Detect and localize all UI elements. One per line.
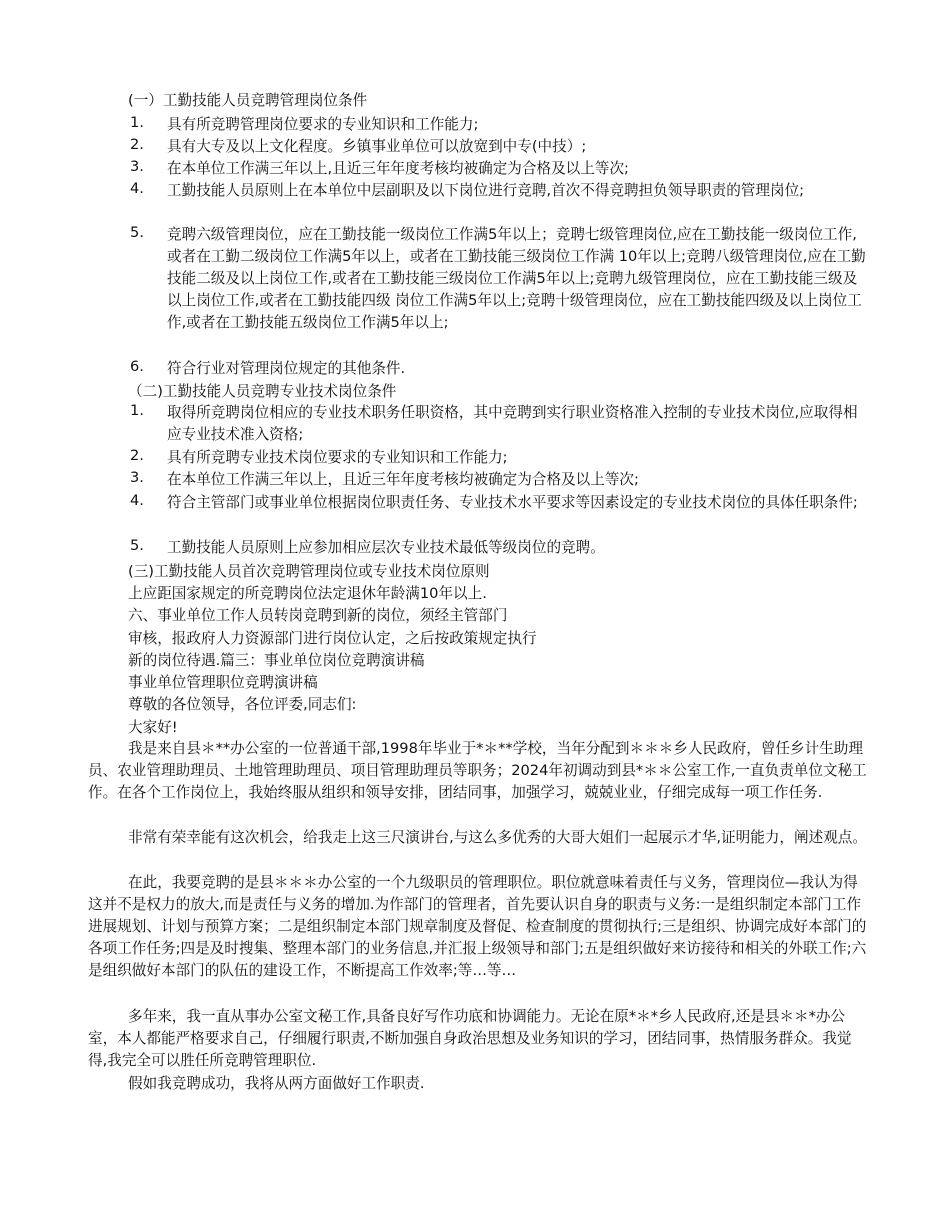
list-item <box>130 136 866 158</box>
section-heading-2: （二)工勤技能人员竞聘专业技术岗位条件 <box>128 383 397 400</box>
list-item <box>130 224 866 334</box>
text-line: 新的岗位待遇.篇三：事业单位岗位竞聘演讲稿 <box>128 652 425 669</box>
list-item <box>130 469 866 491</box>
item-text: 具有所竞聘专业技术岗位要求的专业知识和工作能力; <box>167 449 508 466</box>
paragraph: 我是来自县＊**办公室的一位普通干部,1998年毕业于*＊**学校，当年分配到＊＊＊乡人民政府，曾任乡计生助理员、农业管理助理员、土地管理助理员、项目管理助理员等职务；2024年初调动到县*＊＊公室工作,一直负责单位文秘工作。在各个工作岗位上，我始终服从组织和领导安排，团结同事，加强学习，兢兢业业，仔细完成每一项工作任务. <box>88 740 867 801</box>
item-number: 5. <box>130 537 144 554</box>
greeting: 大家好! <box>128 719 178 736</box>
item-number: 3. <box>130 469 144 486</box>
text-line: 上应距国家规定的所竞聘岗位法定退休年龄满10年以上. <box>128 585 487 602</box>
item-text: 工勤技能人员原则上在本单位中层副职及以下岗位进行竞聘,首次不得竞聘担负领导职责的管理岗位; <box>167 182 805 199</box>
item-number: 5. <box>130 224 144 241</box>
item-number: 2. <box>130 447 144 464</box>
item-number: 6. <box>130 358 144 375</box>
item-number: 4. <box>130 180 144 197</box>
item-text: 竞聘六级管理岗位，应在工勤技能一级岗位工作满5年以上；竞聘七级管理岗位,应在工勤技能一级岗位工作,或者在工勤二级岗位工作满5年以上，或者在工勤技能三级岗位工作满 10年以上;竞聘八级管理岗位,应在工勤技能二级及以上岗位工作,或者在工勤技能三级岗位工作满5年以上;竞聘九级管理岗位，应在工勤技能三级及以上岗位工作,或者在工勤技能四级 岗位工作满5年以上;竞聘十级管理岗位，应在工勤技能四级及以上岗位工作,或者在工勤技能五级岗位工作满5年以上; <box>167 226 866 331</box>
text-line: 六、事业单位工作人员转岗竞聘到新的岗位，须经主管部门 <box>128 607 508 624</box>
item-number: 2. <box>130 136 144 153</box>
salutation: 尊敬的各位领导，各位评委,同志们: <box>128 696 357 713</box>
list-item <box>130 492 866 514</box>
list-item <box>130 537 866 559</box>
text-line: 审核，报政府人力资源部门进行岗位认定，之后按政策规定执行 <box>128 630 537 647</box>
item-text: 工勤技能人员原则上应参加相应层次专业技术最低等级岗位的竞聘。 <box>167 539 605 556</box>
section-heading-1: (一）工勤技能人员竞聘管理岗位条件 <box>128 92 368 109</box>
item-text: 符合行业对管理岗位规定的其他条件. <box>167 360 406 377</box>
item-text: 符合主管部门或事业单位根据岗位职责任务、专业技术水平要求等因素设定的专业技术岗位的具体任职条件; <box>167 494 858 511</box>
item-text: 具有所竞聘管理岗位要求的专业知识和工作能力; <box>167 116 479 133</box>
list-item <box>130 158 866 180</box>
paragraph: 假如我竞聘成功，我将从两方面做好工作职责. <box>128 1075 425 1092</box>
item-number: 3. <box>130 158 144 175</box>
item-number: 1. <box>130 114 144 131</box>
paragraph: 在此，我要竞聘的是县＊＊＊办公室的一个九级职员的管理职位。职位就意味着责任与义务，管理岗位—我认为得这并不是权力的放大,而是责任与义务的增加.为作部门的管理者，首先要认识自身的职责与义务:一是组织制定本部门工作进展规划、计划与预算方案；二是组织制定本部门规章制度及督促、检查制度的贯彻执行;三是组织、协调完成好本部门的各项工作任务;四是及时搜集、整理本部门的业务信息,并汇报上级领导和部门;五是组织做好来访接待和相关的外联工作;六是组织做好本部门的队伍的建设工作，不断提高工作效率;等…等… <box>88 874 867 979</box>
item-text: 在本单位工作满三年以上，且近三年年度考核均被确定为合格及以上等次; <box>167 471 639 488</box>
list-item <box>130 358 866 380</box>
paragraph: 非常有荣幸能有这次机会，给我走上这三尺演讲台,与这么多优秀的大哥大姐们一起展示才华,证明能力，阐述观点。 <box>128 829 867 846</box>
list-item <box>130 114 866 136</box>
item-text: 取得所竞聘岗位相应的专业技术职务任职资格，其中竞聘到实行职业资格准入控制的专业技术岗位,应取得相应专业技术准入资格; <box>167 404 858 443</box>
item-text: 在本单位工作满三年以上,且近三年年度考核均被确定为合格及以上等次; <box>167 160 629 177</box>
section-heading-3: (三)工勤技能人员首次竞聘管理岗位或专业技术岗位原则 <box>128 563 490 580</box>
item-text: 具有大专及以上文化程度。乡镇事业单位可以放宽到中专(中技）; <box>167 138 587 155</box>
list-item <box>130 447 866 469</box>
paragraph: 多年来，我一直从事办公室文秘工作,具备良好写作功底和协调能力。无论在原*＊*乡人民政府,还是县＊＊*办公室，本人都能严格要求自己，仔细履行职责,不断加强自身政治思想及业务知识的学习，团结同事，热情服务群众。我觉得,我完全可以胜任所竞聘管理职位. <box>88 1008 852 1069</box>
item-number: 4. <box>130 492 144 509</box>
item-number: 1. <box>130 402 144 419</box>
list-item <box>130 180 866 202</box>
list-item <box>130 402 866 446</box>
speech-title: 事业单位管理职位竞聘演讲稿 <box>128 674 318 691</box>
